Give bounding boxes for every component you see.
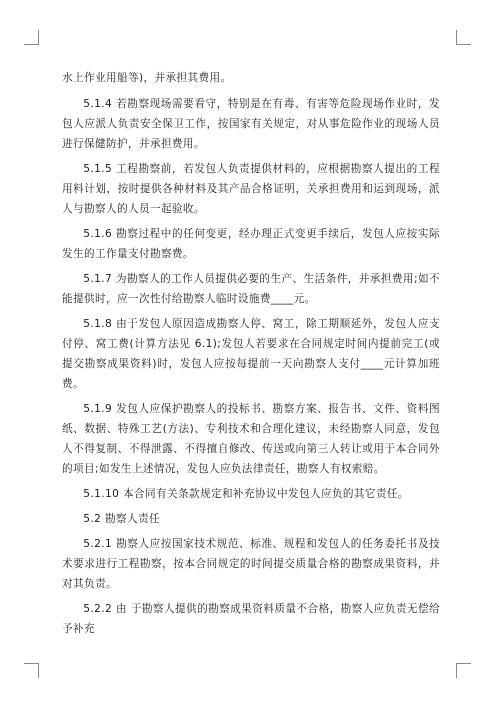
paragraph-5-2-2: 5.2.2 由 于勘察人提供的勘察成果资料质量不合格，勘察人应负责无偿给予补充 xyxy=(62,603,440,635)
paragraph-5-1-9: 5.1.9 发包人应保护勘察人的投标书、勘察方案、报告书、文件、资料图纸、数据、特殊工艺(方法)、专利技术和合理化建议，未经勘察人同意，发包人不得复制、不得泄露、不得擅自修改、传送或向第三人转让或用于本合同外的项目;如发生上述情况，发包人应负法律责任，勘察人有权索赔。 xyxy=(62,403,440,475)
crop-mark-bottom-left xyxy=(24,663,39,678)
paragraph-5-1-6: 5.1.6 勘察过程中的任何变更，经办理正式变更手续后，发包人应按实际发生的工作量支付勘察费。 xyxy=(62,228,440,260)
section-heading-5-2: 5.2 勘察人责任 xyxy=(83,513,160,525)
crop-mark-top-left xyxy=(24,30,39,45)
paragraph-5-1-8: 5.1.8 由于发包人原因造成勘察人停、窝工，除工期顺延外，发包人应支付停、窝工费(计算方法见 6.1);发包人若要求在合同规定时间内提前完工(或提交勘察成果资料)时，发包人应按每提前一天向勘察人支付____元计算加班费。 xyxy=(62,318,440,390)
paragraph-continuation: 水上作业用船等)，并承担其费用。 xyxy=(62,72,232,84)
paragraph-5-1-4: 5.1.4 若勘察现场需要看守，特别是在有毒、有害等危险现场作业时，发包人应派人负责安全保卫工作，按国家有关规定，对从事危险作业的现场人员进行保健防护，并承担费用。 xyxy=(62,98,440,150)
paragraph-5-1-5: 5.1.5 工程勘察前，若发包人负责提供材料的，应根据勘察人提出的工程用料计划，按时提供各种材料及其产品合格证明，关承担费用和运到现场，派人与勘察人的人员一起验收。 xyxy=(62,163,440,215)
paragraph-5-1-10: 5.1.10 本合同有关条款规定和补充协议中发包人应负的其它责任。 xyxy=(83,488,409,500)
document-body xyxy=(62,68,440,644)
crop-mark-top-right xyxy=(456,30,471,45)
paragraph-5-1-7: 5.1.7 为勘察人的工作人员提供必要的生产、生活条件，并承担费用;如不能提供时，应一次性付给勘察人临时设施费____元。 xyxy=(62,273,440,305)
crop-mark-bottom-right xyxy=(456,663,471,678)
paragraph-5-2-1: 5.2.1 勘察人应按国家技术规范、标准、规程和发包人的任务委托书及技术要求进行工程勘察，按本合同规定的时间提交质量合格的勘察成果资料，并对其负责。 xyxy=(62,538,440,590)
